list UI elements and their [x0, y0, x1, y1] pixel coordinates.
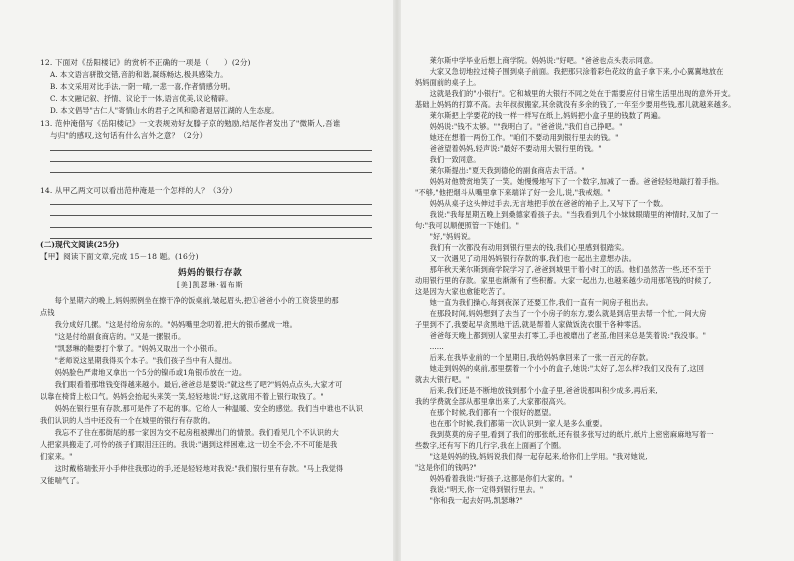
- article-author: [美]凯瑟琳·福布斯: [177, 281, 244, 289]
- article-paragraph: 爸爸望着妈妈,轻声说:"最好不要动用大银行里的钱。": [415, 144, 602, 153]
- article-paragraph: 就去大银行吧。": [415, 375, 470, 384]
- question-12-option-d: D. 本文倡导"古仁人"寄情山水的君子之风和隐者退居江湖的人生态度。: [50, 106, 279, 115]
- question-12-option-a: A. 本文语言骈散交错,音韵和谐,凝练畅达,极具感染力。: [50, 70, 228, 79]
- article-title: 妈妈的银行存款: [178, 268, 243, 278]
- answer-line: [50, 215, 372, 216]
- article-paragraph: 大家又急切地拉过椅子围到桌子前面。我把那只涂着彩色花纹的盒子拿下来,小心翼翼地放在: [415, 67, 724, 76]
- article-paragraph: 点钱: [40, 308, 55, 317]
- article-paragraph: 她一直为我们操心,每到夜深了还要工作,我们一直有一间房子租出去。: [415, 298, 653, 307]
- article-paragraph: 我们认识的人当中还没有一个在城里的银行有存款的。: [40, 416, 215, 425]
- article-paragraph: 莱尔斯把上学要花的钱一样一样写在纸上,妈妈把小盒子里的钱数了两遍。: [415, 111, 666, 120]
- question-13-line1: 13. 范仲淹借写《岳阳楼记》一文表规劝好友滕子京的勉励,结尾作者发出了"微斯人,吾谁: [40, 119, 341, 128]
- article-paragraph: 以靠在椅背上松口气。妈妈会抬起头来笑一笑,轻轻地说:"好,这就用不着上银行取钱了。": [40, 392, 324, 401]
- section-heading: (二)现代文阅读(25分): [40, 240, 120, 249]
- article-paragraph: 我分成好几摞。"这是付给房东的。"妈妈嘴里念叨着,把大的银币摞成一堆。: [40, 320, 297, 329]
- answer-line: [50, 161, 372, 162]
- article-paragraph: 我忘不了住在那街尾的那一家因为交不起房租被撵出门的情景。我们看见几个不认识的大: [40, 428, 339, 437]
- answer-line: [50, 238, 372, 239]
- article-paragraph: 她走到妈妈的桌前,那里摆着一个小小的盒子,她说:"太好了,怎么样?我们又没有了,这回: [415, 364, 705, 373]
- article-paragraph: 我说:"明天,你一定得到银行里去。": [415, 485, 544, 494]
- answer-line: [50, 204, 372, 205]
- article-paragraph: 我的学费就全部从那里拿出来了,大家都很高兴。: [415, 397, 571, 406]
- article-paragraph: 每个星期六的晚上,妈妈照例坐在擦干净的饭桌前,皱起眉头,把①爸爸小小的工资袋里的那: [40, 296, 339, 305]
- article-paragraph: 也在那个时候,我们都第一次认识到一家人是多么重要。: [415, 419, 607, 428]
- article-paragraph: 妈妈对他赞赏地笑了一笑。她慢慢地写下了一个数字,加减了一番。爸爸轻轻地敲打着手指。: [415, 177, 724, 186]
- answer-line: [50, 227, 372, 228]
- article-paragraph: 动用银行里的存款。家里也渐渐有了些积蓄。大家一起出力,也越来越少动用那笔钱的时候了,: [415, 276, 712, 285]
- article-paragraph: 妈妈在银行里有存款,那可是件了不起的事。它给人一种温暖、安全的感觉。我们当中谁也不认识: [40, 404, 364, 413]
- article-paragraph: 我们眼看着那堆钱变得越来越小。最后,爸爸总是要说:"就这些了吧?"妈妈点点头,大家才可: [40, 380, 343, 389]
- article-paragraph: 后来,在我毕业前的一个星期日,我给妈妈拿回来了一张一百元的存款。: [415, 353, 653, 362]
- article-paragraph: 在那个时候,我们都有一个很好的愿望。: [415, 408, 556, 417]
- article-paragraph: "这是你们的钱吗?": [415, 463, 477, 472]
- article-paragraph: "你和我一起去好吗,凯瑟琳?": [415, 496, 523, 505]
- article-paragraph: 我到莫莫的房子里,看到了我们的那张纸,还有很多张写过的纸片,纸片上密密麻麻地写着一: [415, 430, 714, 439]
- article-paragraph: "老师说这星期我得买个本子。"我们孩子当中有人提出。: [40, 356, 237, 365]
- reading-instruction: 【甲】阅读下面文章,完成 15－18 题。(16分): [40, 252, 199, 261]
- article-paragraph: "这是妈妈的钱,妈妈说我们得一起存起来,给你们上学用。"我对她说,: [415, 452, 648, 461]
- article-paragraph: 又一次遇见了动用妈妈银行存款的事,我们也一起出主意想办法。: [415, 254, 637, 263]
- question-13-line2: 与归"的感叹,这句话有什么言外之意？（2分）: [50, 131, 208, 140]
- article-paragraph: ......: [415, 342, 444, 351]
- article-paragraph: "凯瑟琳的鞋要打个掌了。"妈妈又取出一个小银币。: [40, 344, 222, 353]
- answer-line: [50, 172, 372, 173]
- article-paragraph: 又能喘气了。: [40, 476, 84, 485]
- article-paragraph: 妈妈看着我说:"好孩子,这都是你们大家的。": [415, 474, 573, 483]
- article-paragraph: "好,"妈妈说。: [415, 232, 476, 241]
- answer-line: [50, 150, 372, 151]
- article-paragraph: 妈妈脸色严肃地又拿出一个5分的镍币或1角银币放在一边。: [40, 368, 247, 377]
- article-paragraph: 在那段时间,妈妈想到了去当了一个小房子的东方,要么就是到店里去帮一个忙,一间大房: [415, 309, 707, 318]
- question-12-stem: 12. 下面对《岳阳楼记》的赏析不正确的一项是（ ）(2分): [40, 58, 251, 67]
- article-paragraph: 人把家具搬走了,可怜的孩子们眼泪汪汪的。我说:"遇到这样困难,这一切全不会,不不可能是我: [40, 440, 338, 449]
- article-paragraph: 基础上妈妈的打算不高。去年叔叔搬家,其余就没有多余的钱了,一年至少要用些钱,那儿就越来越多。: [415, 100, 736, 109]
- right-page: [397, 0, 794, 561]
- article-paragraph: 妈妈面前的桌子上。: [415, 78, 481, 87]
- article-paragraph: 莱尔斯中学毕业后想上商学院。妈妈说:"好吧。"爸爸也点头表示同意。: [415, 56, 658, 65]
- article-paragraph: 莱尔斯提出:"夏天我到德伦的副食商店去干活。": [415, 166, 585, 175]
- article-paragraph: "不够,"他把烟斗从嘴里拿下来端详了好一会儿,说,"我戒烟。": [415, 188, 611, 197]
- article-paragraph: 爸爸每天晚上都到别人家里去打零工,手也被磨出了老茧,他回来总是笑着说:"我没事。": [415, 331, 707, 340]
- article-paragraph: 这就是我们的"小银行"。它和城里的大银行不同之处在于需要应付日常生活里出现的意外开支。: [415, 89, 736, 98]
- article-paragraph: "这是付给副食商店的。"又是一摞银币。: [40, 332, 186, 341]
- article-paragraph: 我们有一次都没有动用到银行里去的钱,我们心里感到很踏实。: [415, 243, 629, 252]
- question-12-option-c: C. 本文融记叙、抒情、议论于一体,语言优美,议论精辟。: [50, 94, 233, 103]
- article-paragraph: 句:"我可以顺便照管一下她们。": [415, 221, 520, 230]
- article-paragraph: 我们一致同意。: [415, 155, 481, 164]
- article-paragraph: 这时戴格瑞张开小手伸往我那边的手,还是轻轻地对我说:"我们银行里有存款。"马上我觉得: [40, 464, 344, 473]
- article-paragraph: 那年秋天莱尔斯到商学院学习了,爸爸到城里干着小时工的活。他们虽然苦一些,还不至于: [415, 265, 712, 274]
- article-paragraph: 妈妈说:"钱不太够。""我明白了。"爸爸说,"我们自己挣吧。": [415, 122, 623, 131]
- article-paragraph: 们家来。": [40, 452, 73, 461]
- article-paragraph: 我说:"我每星期五晚上到桑德家看孩子去。"当我看到几个小妹妹眼睛里的神情时,又加了一: [415, 210, 719, 219]
- article-paragraph: 这是因为大家也愈能吃苦了。: [415, 287, 510, 296]
- article-paragraph: 她还在想着一两份工作。"咱们不要动用到银行里去的钱。": [415, 133, 619, 142]
- article-paragraph: 后来,我们还是不断地放钱到那个小盒子里,爸爸说那叫积少成多,再后来,: [415, 386, 658, 395]
- article-paragraph: 妈妈从桌子这头伸过手去,无言地把手放在爸爸的袖子上,又写下了一个数。: [415, 199, 668, 208]
- article-paragraph: 些数字,还有写下的几行字,我在上面画了个圈。: [415, 441, 566, 450]
- question-12-option-b: B. 本文采用对比手法,一阴一晴,一悲一喜,作者情感分明。: [50, 82, 235, 91]
- article-paragraph: 子里到不了,我要起早贪黑地干活,就是帮着人家做饭洗衣服干各种零活。: [415, 320, 646, 329]
- question-14: 14. 从甲乙两文可以看出范仲淹是一个怎样的人？（3分）: [40, 186, 237, 195]
